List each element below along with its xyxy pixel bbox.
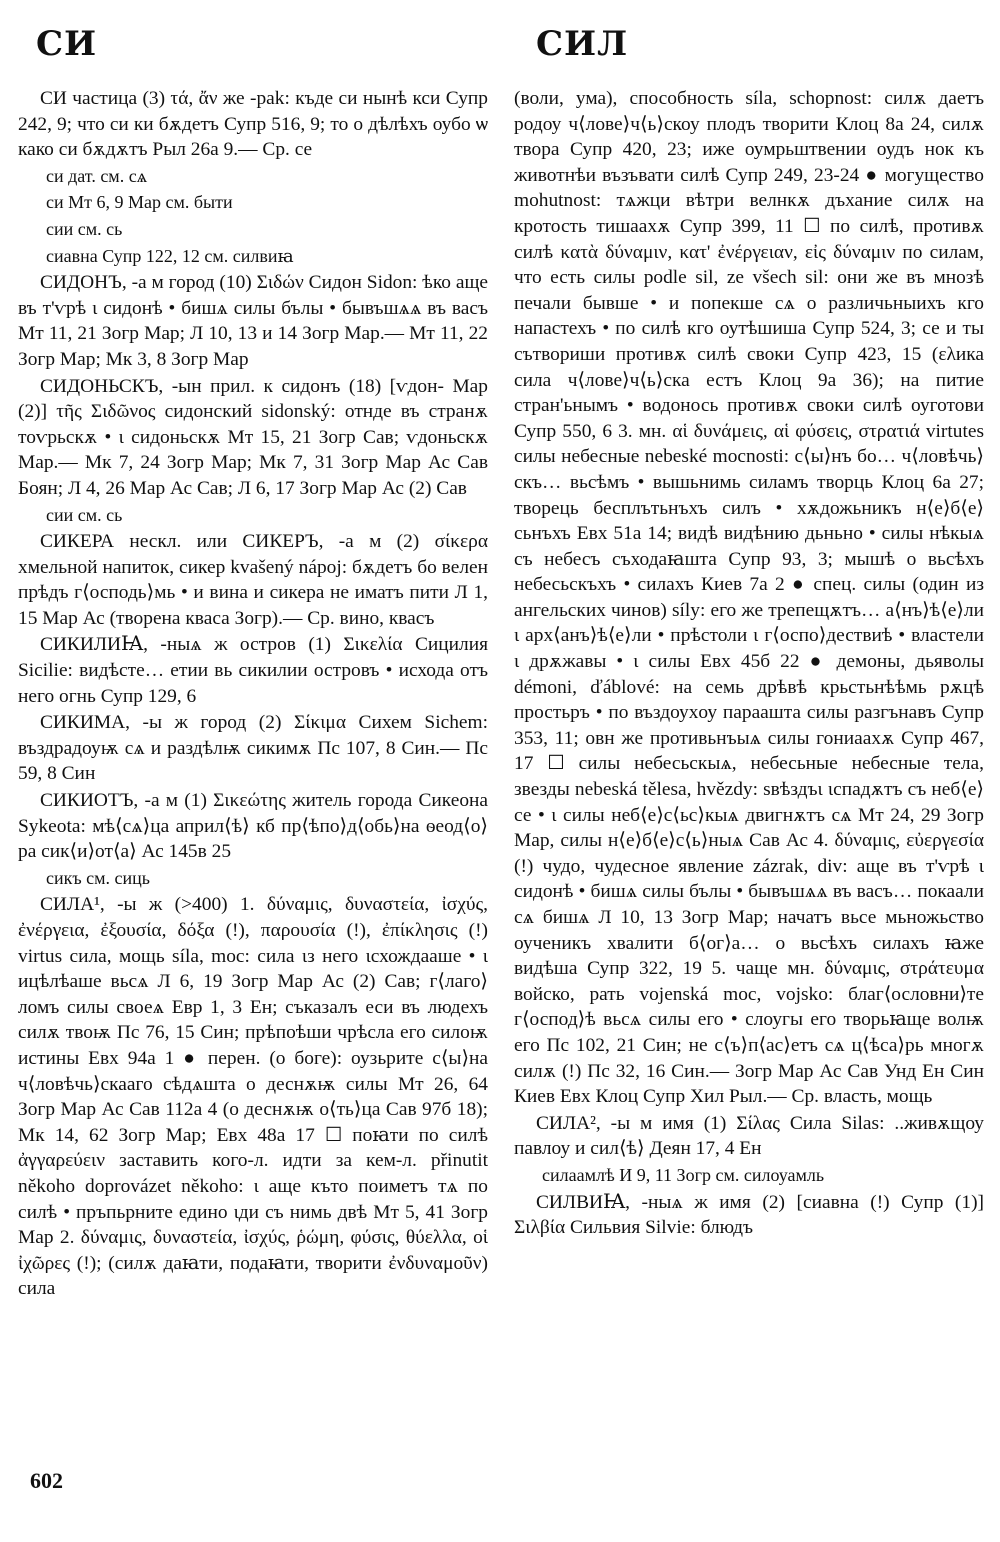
entry-silvia: СИЛВИꙖ, -ныѧ ж имя (2) [сиавна (!) Супр (1)] Σιλβία Сильвия Silvie: блюдъ bbox=[514, 1191, 984, 1239]
entry-sila-2: СИЛА², -ы м имя (1) Σίλας Сила Silas: ..живѫщоу павлоу и сил⟨ѣ⟩ Деян 17, 4 Ен bbox=[514, 1112, 984, 1160]
entry-silaaml: силаамлѣ И 9, 11 Зогр см. силоуамль bbox=[542, 1164, 825, 1185]
entry-sik: сикъ см. сиць bbox=[46, 867, 151, 888]
entry-si-mt: си Мт 6, 9 Мар см. быти bbox=[46, 192, 233, 213]
right-column bbox=[514, 86, 984, 1242]
entry-sii-2: сии см. сь bbox=[46, 504, 123, 525]
page-number: 602 bbox=[30, 1468, 63, 1493]
entry-si: СИ частица (3) τά, ἄν же -pak: къде си нынѣ кси Супр 242, 9; что си ки бѫдетъ Супр 516, 9; то о дѣлѣхъ оубо ѡ како си бѫдѫтъ Рыл 26а 9.— Ср. се bbox=[18, 88, 488, 161]
running-head-right: СИЛ bbox=[536, 24, 629, 64]
entry-sikera: СИКЕРА нескл. или СИКЕРЪ, -а м (2) σίκερα хмельной напиток, сикер kvašený nápoj: бѫдетъ бо велен прѣдъ г⟨осподь⟩мь • и вина и сикера не иматъ пити Л 1, 15 Мар Ас (творена кваса Зогр).— Ср. вино, квасъ bbox=[18, 531, 488, 629]
entry-sikiot: СИКИОТЪ, -а м (1) Σικεώτης житель города Сикеона Sykeota: мѣ⟨сѧ⟩ца април⟨ѣ⟩ кб пр⟨ѣпо⟩д⟨обь⟩на ѳеод⟨о⟩ра сик⟨и⟩от⟨а⟩ Ас 145в 25 bbox=[18, 790, 488, 863]
entry-sikilia: СИКИЛИꙖ, -ныѧ ж остров (1) Σικελία Сицилия Sicilie: видѣсте… етии вь сикилии островъ • исхода отъ него огнь Супр 129, 6 bbox=[18, 634, 488, 707]
entry-sidonsk: СИДОНЬСКЪ, -ын прил. к сидонъ (18) [ѵдон- Мар (2)] τῆς Σιδῶνος сидонский sidonský: отнде въ странѫ тоѵрьскѫ • ι сидоньскѫ Мт 15, 21 Зогр Сав; ѵдоньскѫ Мар.— Мк 7, 24 Зогр Мар; Мк 7, 31 Зогр Мар Ас Сав Боян; Л 4, 26 Мар Ас Сав; Л 6, 17 Зогр Мар Ас (2) Сав bbox=[18, 375, 488, 499]
entry-sila-1: СИЛА¹, -ы ж (>400) 1. δύναμις, δυναστεία, ἰσχύς, ἐνέργεια, ἐξουσία, δόξα (!), παρουσία (!), ἐπίκλησις (!) virtus сила, мощь síla, moc: сила ιз него ιсхождааше • ι ицѣлѣаше вьсѧ Л 6, 19 Зогр Мар Ас (2) Сав; г⟨лаго⟩ломъ силы своеѧ Евр 1, 3 Ен; съказалъ еси въ людехъ силѫ твоѭ Пс 76, 15 Син; прѣпоѣши чрѣсла его силоѭ истины Евх 94а 1 ● перен. (о боге): оузьрите с⟨ы⟩на ч⟨ловѣчь⟩скааго сѣдѧшта о деснѫѭ силы Мт 26, 64 Зогр Мар Ас Сав 112а 4 (о деснѫѭ о⟨ть⟩ца Сав 97б 18); Мк 14, 62 Зогр Мар; Евх 48а 17 ☐ поꙗти по силѣ ἀγγαρεύειν заставить кого-л. идти за кем-л. přinutit někoho doprovázet někoho: ι аще къто поиметъ тѧ по силѣ • пръпьрните едино ιди съ нимь двѣ Мт 5, 41 Зогр Мар 2. δύναμις, δυναστεία, ἰσχύς, ῥώμη, φύσις, θύελλα, οἱ ἰχῶρες (!); (силѫ даꙗти, подаꙗти, творити ἐνδυναμοῦν) сила bbox=[18, 894, 488, 1300]
entry-siavna: сиавна Супр 122, 12 см. силвиꙗ bbox=[46, 245, 294, 266]
entry-sila-1-continued: (воли, ума), способность síla, schopnost: силѫ даетъ родоу ч⟨лове⟩ч⟨ь⟩скоу плодъ творити Клоц 8а 24, силѫ твора Супр 420, 23; иже оумрьштвении оудъ нок къ животнѣи възъвати силѣ Супр 249, 23-24 ● могущество mohutnost: тѧжци вѣтри велнкѫ дъхание силѫ на кротость тишаахѫ Супр 399, 11 ☐ по силѣ, противѫ силѣ κατὰ δύναμιν, κατ' ἐνέργειαν, εἰς δύναμιν по силам, что есть силы podle sil, ze všech sil: они же въ мнозѣ печали бывше • и попекше сѧ о различьныихъ кго напастехъ • по силѣ кго оутѣшиша Супр 524, 3; се и ты сътвориши противѫ силѣ своки Супр 423, 15 (ελика сила ч⟨лове⟩ч⟨ь⟩ска естъ Клоц 9а 36); на питие стран'ьнымъ • водонось противѫ своки силѣ оуготови Супр 550, 6 3. мн. αἱ δυνάμεις, αἱ φύσεις, στρατιά virtutes силы небесные nebeské mocnosti: с⟨ы⟩нъ бо… ч⟨ловѣчь⟩скъ… вьсѣмъ • вышьнимь силамъ творць Клоц 6а 27; творець бесплътьнъхъ силъ • хѫдожьникъ н⟨е⟩б⟨е⟩сьнъхъ Евх 51а 14; видѣ видѣнию дьньно • силы нѣкыѧ съ небесъ съходаꙗшта Супр 93, 3; мышѣ о вьсѣхъ небесьскъхъ • силахъ Киев 7а 2 ● спец. силы (один из ангельских чинов) síly: его же трепещѫтъ… а⟨нъ⟩ѣ⟨е⟩ли ι арх⟨анъ⟩ѣ⟨е⟩ли • прѣстоли ι г⟨оспо⟩дествиѣ • властели ι дрѫжавы • ι силы Евх 45б 22 ● демоны, дьяволы démoni, ďáblové: на семь дрѣвѣ крьстьнѣѣмь рѫцѣ простьръ • по въздоуxоу параашта силы разгънавъ Супр 353, 11; овн же противьнъыѧ силы гониаахѫ Супр 467, 17 ☐ силы небесьскыѧ, небесьные небесные тела, звезды nebeská tělesa, hvězdy: ѕвѣздъι ιспадѫтъ съ неб⟨е⟩се • ι силы неб⟨е⟩с⟨ьс⟩кыѧ двигнѫтъ сѧ Мт 24, 29 Зогр Мар, силы н⟨е⟩б⟨е⟩с⟨ь⟩ныѧ Сав Ас 4. δύναμις, εὐεργεσία (!) чудо, чудесное явление zázrak, div: аще въ т'ѵрѣ ι сидонѣ • бишѧ силы бълы • бывъшѧѧ въ васъ… покаали сѧ бишѧ Л 10, 13 Зогр Мар; начатъ вьсе мьножьство оученикъ хвалити б⟨ог⟩а… о вьсѣхъ силахъ ꙗже видѣша Супр 322, 19 5. чаще мн. δύναμις, στράτευμα войско, рать vojenská moc, vojsko: благ⟨ословни⟩те г⟨оспод⟩ѣ вьсѧ силы его • слоугы его творьꙗще волѭ его Пс 102, 21 Син; не с⟨ъ⟩п⟨ас⟩етъ сѧ ц⟨ѣса⟩рь многѫ силѫ (!) Пс 32, 16 Син.— Зогр Мар Ас Сав Унд Ен Син Киев Евх Клоц Супр Хил Рыл.— Ср. власть, мощь bbox=[514, 88, 984, 1108]
entry-sikima: СИКИМА, -ы ж город (2) Σίκιμα Сихем Sichem: въздрадоуѭ сѧ и раздѣлѭ сикимѫ Пс 107, 8 Син.— Пс 59, 8 Син bbox=[18, 712, 488, 785]
entry-si-dat: си дат. см. сѧ bbox=[46, 165, 148, 186]
running-head-left: СИ bbox=[36, 24, 98, 64]
entry-sidon: СИДОНЪ, -а м город (10) Σιδών Сидон Sidon: ѣко аще въ т'ѵрѣ ι сидонѣ • бишѧ силы бълы • бывъшѧѧ въ васъ Мт 11, 21 Зогр Мар; Л 10, 13 и 14 Зогр Мар.— Мт 11, 22 Зогр Мар; Мк 3, 8 Зогр Мар bbox=[18, 272, 488, 370]
entry-sii: сии см. сь bbox=[46, 218, 123, 239]
left-column bbox=[18, 86, 488, 1303]
